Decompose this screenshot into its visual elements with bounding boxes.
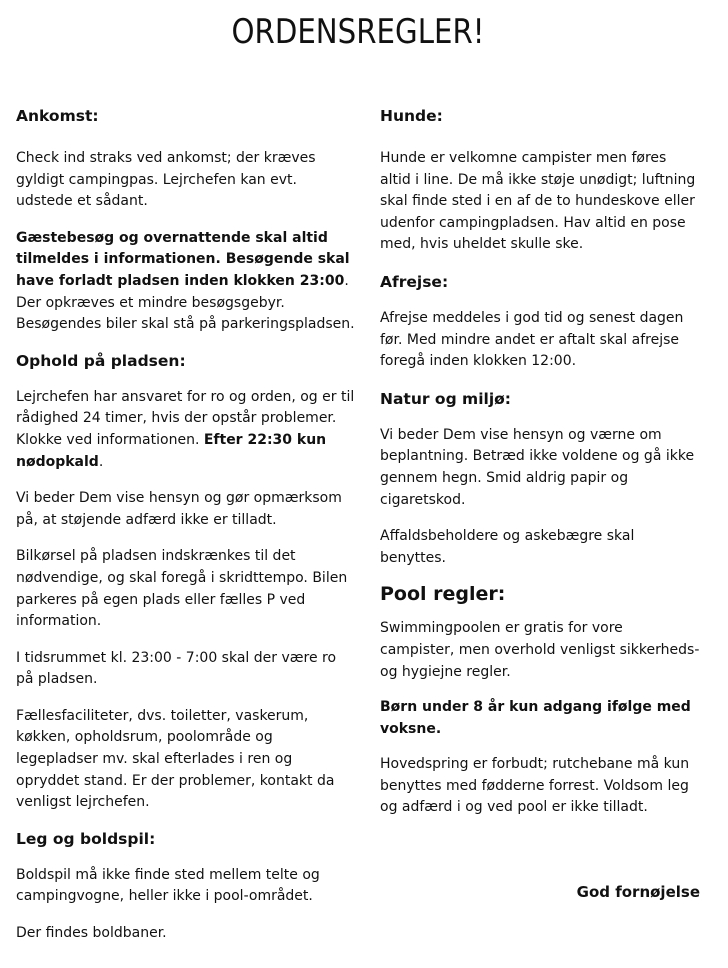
leg-paragraph-fields: Der findes boldbaner. bbox=[16, 925, 167, 942]
ophold-paragraph-facilities: Fællesfaciliteter, dvs. toiletter, vaskerum, køkken, opholdsrum, poolområde og legepladser mv. skal efterlades i ren og opryddet stand. Er der problemer, kontakt da venligst lejrchefen. bbox=[16, 707, 335, 811]
left-column bbox=[16, 104, 356, 945]
ophold-paragraph-noise: Vi beder Dem vise hensyn og gør opmærksom på, at støjende adfærd ikke er tilladt. bbox=[16, 490, 342, 528]
ankomst-paragraph-checkin: Check ind straks ved ankomst; der kræves gyldigt campingpas. Lejrchefen kan evt. udstede et sådant. bbox=[16, 150, 316, 210]
ankomst-paragraph-guests bbox=[16, 228, 356, 336]
ophold-paragraph-responsibility bbox=[16, 387, 356, 473]
natur-paragraph-respect: Vi beder Dem vise hensyn og værne om beplantning. Betræd ikke voldene og gå ikke gennem hegn. Smid aldrig papir og cigaretskod. bbox=[380, 426, 695, 508]
guests-rule-bold: Gæstebesøg og overnattende skal altid tilmeldes i informationen. Besøgende skal have forladt pladsen inden klokken 23:00 bbox=[16, 229, 350, 289]
page-title: ORDENSREGLER! bbox=[231, 12, 485, 52]
leg-paragraph-ballgames: Boldspil må ikke finde sted mellem telte og campingvogne, heller ikke i pool-området. bbox=[16, 866, 320, 905]
hunde-paragraph: Hunde er velkomne campister men føres altid i line. De må ikke støje unødigt; luftning skal finde sted i en af de to hundeskove eller udenfor campingpladsen. Hav altid en pose med, hvis uheldet skulle ske. bbox=[380, 150, 696, 253]
section-heading-ankomst: Ankomst: bbox=[16, 107, 99, 125]
section-heading-hunde: Hunde: bbox=[380, 107, 443, 125]
section-heading-ophold: Ophold på pladsen: bbox=[16, 351, 186, 370]
emergency-call-rule: Efter 22:30 kun nødopkald bbox=[16, 431, 327, 470]
guests-rule-rest: . Der opkræves et mindre besøgsgebyr. Besøgendes biler skal stå på parkeringspladsen. bbox=[16, 272, 355, 333]
ophold-paragraph-quiet-hours: I tidsrummet kl. 23:00 - 7:00 skal der være ro på pladsen. bbox=[16, 649, 337, 688]
closing-greeting: God fornøjelse bbox=[576, 883, 700, 901]
ophold-responsibility-text: Lejrchefen har ansvaret for ro og orden, og er til rådighed 24 timer, hvis der opstår problemer. Klokke ved informationen. bbox=[16, 388, 355, 448]
ophold-responsibility-end: . bbox=[98, 453, 104, 470]
section-heading-leg: Leg og boldspil: bbox=[16, 829, 156, 848]
natur-paragraph-waste: Affaldsbeholdere og askebægre skal benyttes. bbox=[380, 528, 635, 566]
right-column bbox=[380, 104, 700, 819]
section-heading-afrejse: Afrejse: bbox=[380, 272, 449, 291]
pool-paragraph-diving: Hovedspring er forbudt; rutchebane må kun benyttes med fødderne forrest. Voldsom leg og adfærd i og ved pool er ikke tilladt. bbox=[380, 756, 690, 816]
section-heading-natur: Natur og miljø: bbox=[380, 389, 511, 408]
section-heading-pool: Pool regler: bbox=[380, 583, 506, 606]
pool-paragraph-free: Swimmingpoolen er gratis for vore campister, men overhold venligst sikkerheds- og hygiejne regler. bbox=[380, 620, 700, 680]
pool-paragraph-children: Børn under 8 år kun adgang ifølge med voksne. bbox=[380, 699, 691, 737]
afrejse-paragraph: Afrejse meddeles i god tid og senest dagen før. Med mindre andet er aftalt skal afrejse foregå inden klokken 12:00. bbox=[380, 309, 684, 370]
ophold-paragraph-driving: Bilkørsel på pladsen indskrænkes til det nødvendige, og skal foregå i skridttempo. Bilen parkeres på egen plads eller fælles P ved information. bbox=[16, 548, 348, 630]
